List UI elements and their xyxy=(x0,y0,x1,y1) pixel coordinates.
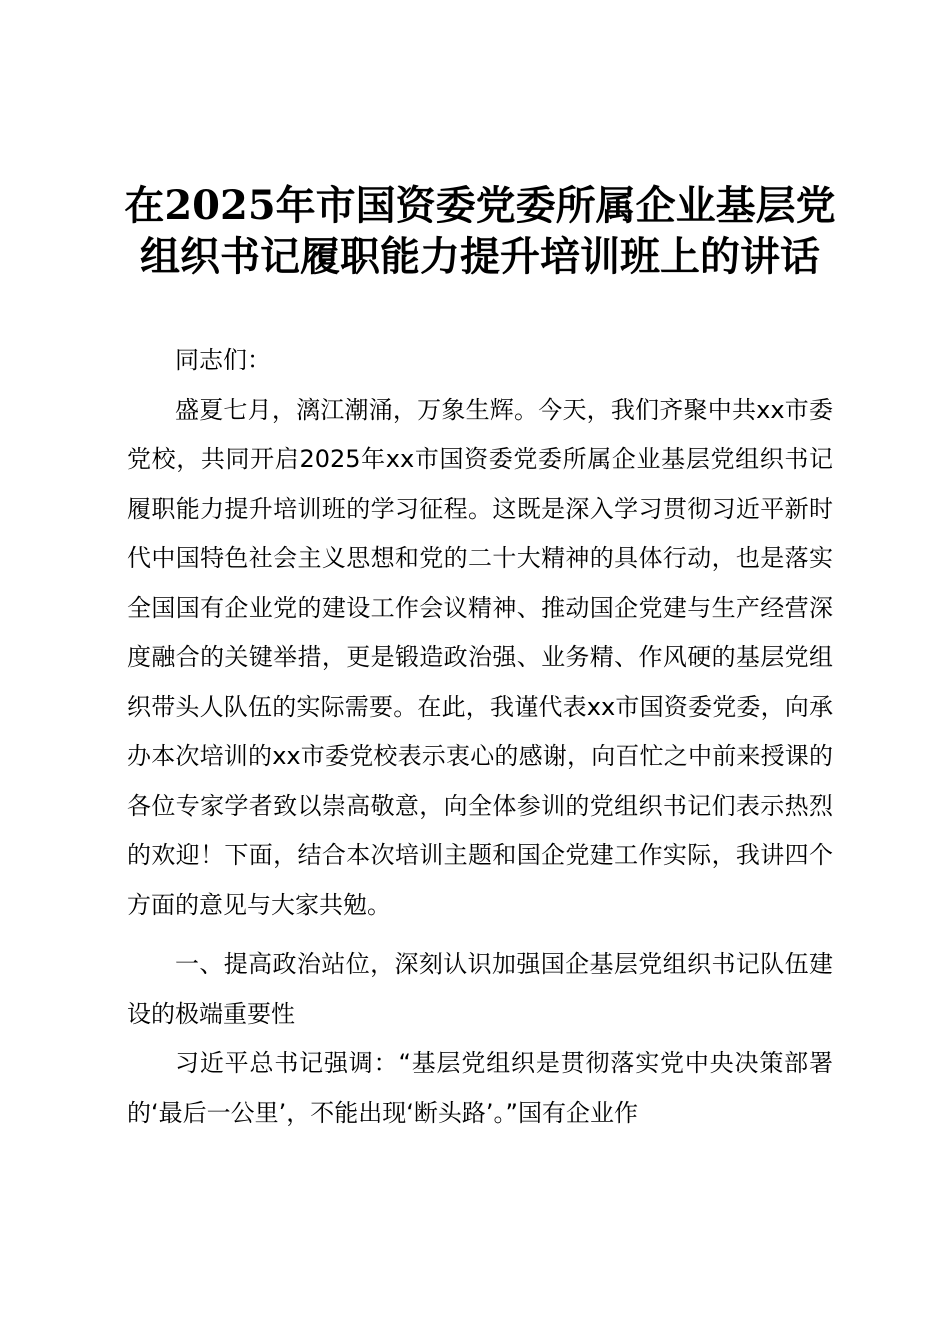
document-title: 在2025年市国资委党委所属企业基层党组织书记履职能力提升培训班上的讲话 xyxy=(124,182,836,280)
section-heading-1: 一、提高政治站位，深刻认识加强国企基层党组织书记队伍建设的极端重要性 xyxy=(127,950,833,1028)
paragraph-quote: 习近平总书记强调：“基层党组织是贯彻落实党中央决策部署的‘最后一公里’，不能出现‘断头路’。”国有企业作 xyxy=(127,1049,833,1127)
salutation: 同志们： xyxy=(175,346,271,374)
paragraph-intro: 盛夏七月，漓江潮涌，万象生辉。今天，我们齐聚中共xx市委党校，共同开启2025年xx市国资委党委所属企业基层党组织书记履职能力提升培训班的学习征程。这既是深入学习贯彻习近平新时代中国特色社会主义思想和党的二十大精神的具体行动，也是落实全国国有企业党的建设工作会议精神、推动国企党建与生产经营深度融合的关键举措，更是锻造政治强、业务精、作风硬的基层党组织带头人队伍的实际需要。在此，我谨代表xx市国资委党委，向承办本次培训的xx市委党校表示衷心的感谢，向百忙之中前来授课的各位专家学者致以崇高敬意，向全体参训的党组织书记们表示热烈的欢迎！下面，结合本次培训主题和国企党建工作实际，我讲四个方面的意见与大家共勉。 xyxy=(127,395,833,919)
document-body xyxy=(127,336,833,1138)
